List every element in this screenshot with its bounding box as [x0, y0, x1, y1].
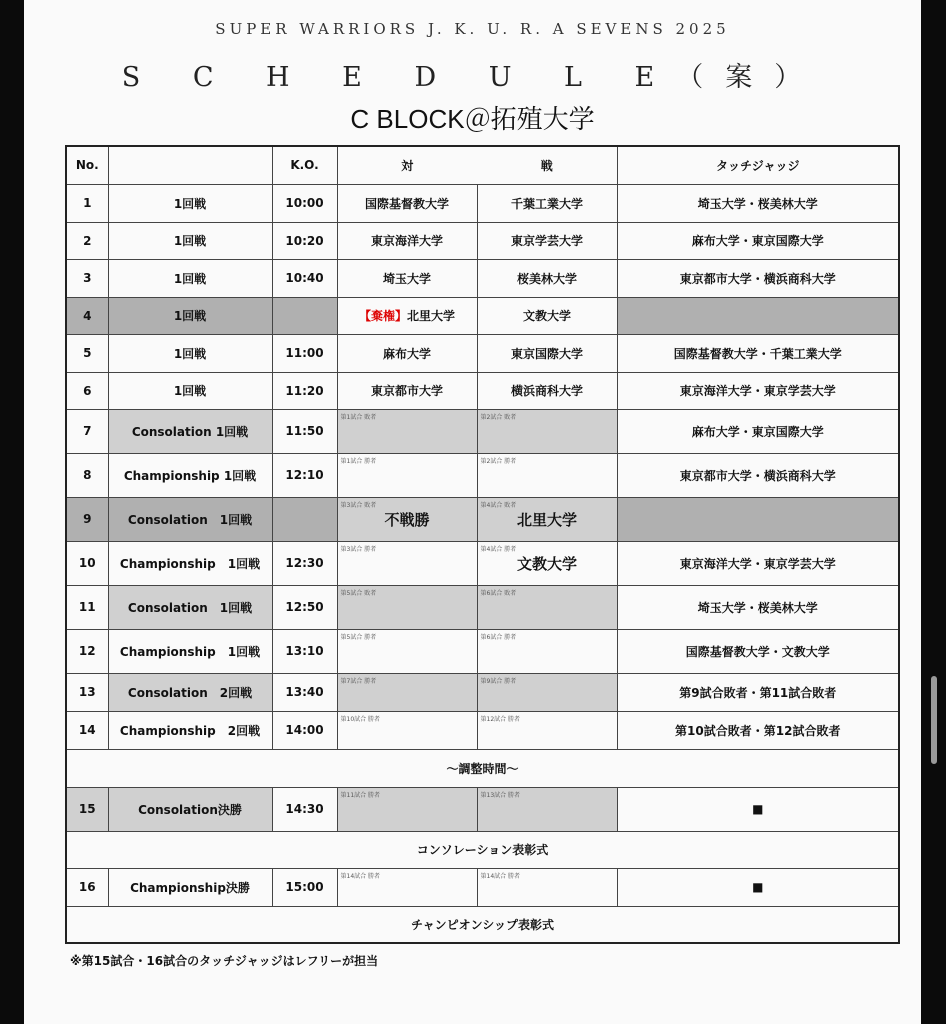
kickoff-time: 15:00 [272, 868, 337, 906]
table-row [66, 868, 899, 906]
touch-judge: 麻布大学・東京国際大学 [617, 409, 899, 453]
match-no: 10 [66, 541, 108, 585]
touch-judge: 国際基督教大学・千葉工業大学 [617, 334, 899, 372]
kickoff-time: 13:40 [272, 673, 337, 711]
schedule-table [65, 145, 900, 944]
slot-label: 第10試合 勝者 [340, 715, 381, 723]
round-label: 1回戦 [108, 184, 272, 222]
ceremony-row [66, 831, 899, 868]
header-match-left: 対 [337, 146, 477, 184]
round-label: Consolation 2回戦 [108, 673, 272, 711]
touch-judge: 第10試合敗者・第12試合敗者 [617, 711, 899, 749]
round-label: Championship決勝 [108, 868, 272, 906]
team-1: 埼玉大学 [337, 259, 477, 297]
kickoff-time: 10:00 [272, 184, 337, 222]
round-label: Consolation 1回戦 [108, 585, 272, 629]
team-1-name: 不戦勝 [384, 510, 430, 529]
schedule-document [24, 0, 921, 1024]
slot-label: 第3試合 勝者 [340, 545, 377, 553]
slot-label: 第14試合 勝者 [340, 872, 381, 880]
team-1-slot [337, 629, 477, 673]
team-2: 桜美林大学 [477, 259, 617, 297]
table-row [66, 711, 899, 749]
match-no: 3 [66, 259, 108, 297]
match-no: 6 [66, 372, 108, 409]
slot-label: 第3試合 敗者 [340, 501, 377, 509]
touch-judge: 麻布大学・東京国際大学 [617, 222, 899, 259]
team-1: 東京海洋大学 [337, 222, 477, 259]
team-2-slot [477, 409, 617, 453]
slot-label: 第1試合 勝者 [340, 457, 377, 465]
event-title: SUPER WARRIORS J. K. U. R. A SEVENS 2025 [215, 20, 730, 38]
match-no: 4 [66, 297, 108, 334]
schedule-title: S C H E D U L E（案） [121, 62, 824, 93]
table-row [66, 787, 899, 831]
block-title: C BLOCK＠拓殖大学 [350, 104, 595, 134]
team-2-slot [477, 868, 617, 906]
match-no: 14 [66, 711, 108, 749]
round-label: 1回戦 [108, 372, 272, 409]
team-1: 国際基督教大学 [337, 184, 477, 222]
table-row [66, 409, 899, 453]
team-1: 東京都市大学 [337, 372, 477, 409]
team-1-slot [337, 787, 477, 831]
team-1-slot [337, 673, 477, 711]
kickoff-time: 12:10 [272, 453, 337, 497]
match-no: 11 [66, 585, 108, 629]
header-round [108, 146, 272, 184]
kickoff-time: 12:50 [272, 585, 337, 629]
team-2-name: 北里大学 [516, 510, 577, 529]
scrollbar-thumb[interactable] [931, 676, 937, 764]
kickoff-time: 11:50 [272, 409, 337, 453]
team-1-slot [337, 585, 477, 629]
break-row [66, 749, 899, 787]
match-no: 1 [66, 184, 108, 222]
slot-label: 第4試合 敗者 [480, 501, 517, 509]
slot-label: 第6試合 勝者 [480, 633, 517, 641]
touch-judge [617, 297, 899, 334]
table-row [66, 497, 899, 541]
round-label: Consolation 1回戦 [108, 497, 272, 541]
team-2-slot [477, 673, 617, 711]
round-label: Consolation 1回戦 [108, 409, 272, 453]
slot-label: 第5試合 敗者 [340, 589, 377, 597]
table-row [66, 629, 899, 673]
kickoff-time: 13:10 [272, 629, 337, 673]
table-row [66, 334, 899, 372]
match-no: 9 [66, 497, 108, 541]
slot-label: 第14試合 勝者 [480, 872, 521, 880]
team-2: 千葉工業大学 [477, 184, 617, 222]
header-judge: タッチジャッジ [617, 146, 899, 184]
kickoff-time: 10:20 [272, 222, 337, 259]
table-row [66, 222, 899, 259]
kickoff-time: 10:40 [272, 259, 337, 297]
slot-label: 第2試合 敗者 [480, 413, 517, 421]
match-no: 2 [66, 222, 108, 259]
round-label: 1回戦 [108, 222, 272, 259]
team-2: 東京学芸大学 [477, 222, 617, 259]
touch-judge: 国際基督教大学・文教大学 [617, 629, 899, 673]
match-no: 7 [66, 409, 108, 453]
team-2: 東京国際大学 [477, 334, 617, 372]
slot-label: 第5試合 勝者 [340, 633, 377, 641]
table-row [66, 453, 899, 497]
touch-judge: ■ [617, 787, 899, 831]
kickoff-time: 14:30 [272, 787, 337, 831]
touch-judge: ■ [617, 868, 899, 906]
kickoff-time: 12:30 [272, 541, 337, 585]
round-label: Consolation決勝 [108, 787, 272, 831]
header-no: No. [66, 146, 108, 184]
table-row [66, 673, 899, 711]
championship-ceremony: チャンピオンシップ表彰式 [66, 906, 899, 943]
header-ko: K.O. [272, 146, 337, 184]
round-label: Championship 1回戦 [108, 453, 272, 497]
slot-label: 第7試合 勝者 [340, 677, 377, 685]
touch-judge: 埼玉大学・桜美林大学 [617, 184, 899, 222]
team-1-slot [337, 541, 477, 585]
team-1-slot [337, 497, 477, 541]
team-1-slot [337, 711, 477, 749]
team-2-slot [477, 629, 617, 673]
team-2-slot [477, 541, 617, 585]
round-label: Championship 2回戦 [108, 711, 272, 749]
footnote: ※第15試合・16試合のタッチジャッジはレフリーが担当 [70, 954, 379, 968]
kickoff-time [272, 297, 337, 334]
team-2-slot [477, 787, 617, 831]
match-no: 15 [66, 787, 108, 831]
break-label: 〜調整時間〜 [66, 749, 899, 787]
header-row [66, 146, 899, 184]
team-2-slot [477, 711, 617, 749]
touch-judge: 東京海洋大学・東京学芸大学 [617, 372, 899, 409]
team-1-slot [337, 868, 477, 906]
slot-label: 第9試合 勝者 [480, 677, 517, 685]
team-2-name: 文教大学 [516, 554, 577, 573]
slot-label: 第1試合 敗者 [340, 413, 377, 421]
team-2-slot [477, 497, 617, 541]
table-row [66, 585, 899, 629]
kickoff-time [272, 497, 337, 541]
match-no: 5 [66, 334, 108, 372]
ceremony-row [66, 906, 899, 943]
team-2: 横浜商科大学 [477, 372, 617, 409]
table-row [66, 259, 899, 297]
match-no: 13 [66, 673, 108, 711]
forfeit-label: 【棄権】 [358, 309, 407, 323]
touch-judge: 東京都市大学・横浜商科大学 [617, 453, 899, 497]
slot-label: 第6試合 敗者 [480, 589, 517, 597]
team-2-slot [477, 585, 617, 629]
team-2-slot [477, 453, 617, 497]
team-1-slot [337, 409, 477, 453]
header-match-right: 戦 [477, 146, 617, 184]
slot-label: 第12試合 勝者 [480, 715, 521, 723]
touch-judge: 埼玉大学・桜美林大学 [617, 585, 899, 629]
table-row [66, 372, 899, 409]
round-label: 1回戦 [108, 334, 272, 372]
round-label: 1回戦 [108, 259, 272, 297]
match-no: 16 [66, 868, 108, 906]
touch-judge: 東京都市大学・横浜商科大学 [617, 259, 899, 297]
table-row [66, 184, 899, 222]
touch-judge: 東京海洋大学・東京学芸大学 [617, 541, 899, 585]
team-2: 文教大学 [477, 297, 617, 334]
kickoff-time: 11:00 [272, 334, 337, 372]
team-1-slot [337, 453, 477, 497]
match-no: 12 [66, 629, 108, 673]
match-no: 8 [66, 453, 108, 497]
touch-judge [617, 497, 899, 541]
team-1: 麻布大学 [337, 334, 477, 372]
table-row [66, 541, 899, 585]
slot-label: 第11試合 勝者 [340, 791, 381, 799]
touch-judge: 第9試合敗者・第11試合敗者 [617, 673, 899, 711]
round-label: 1回戦 [108, 297, 272, 334]
team-1-name: 北里大学 [407, 309, 456, 323]
kickoff-time: 11:20 [272, 372, 337, 409]
round-label: Championship 1回戦 [108, 541, 272, 585]
consolation-ceremony: コンソレーション表彰式 [66, 831, 899, 868]
kickoff-time: 14:00 [272, 711, 337, 749]
slot-label: 第4試合 勝者 [480, 545, 517, 553]
slot-label: 第2試合 勝者 [480, 457, 517, 465]
round-label: Championship 1回戦 [108, 629, 272, 673]
slot-label: 第13試合 勝者 [480, 791, 521, 799]
table-row [66, 297, 899, 334]
team-1 [337, 297, 477, 334]
